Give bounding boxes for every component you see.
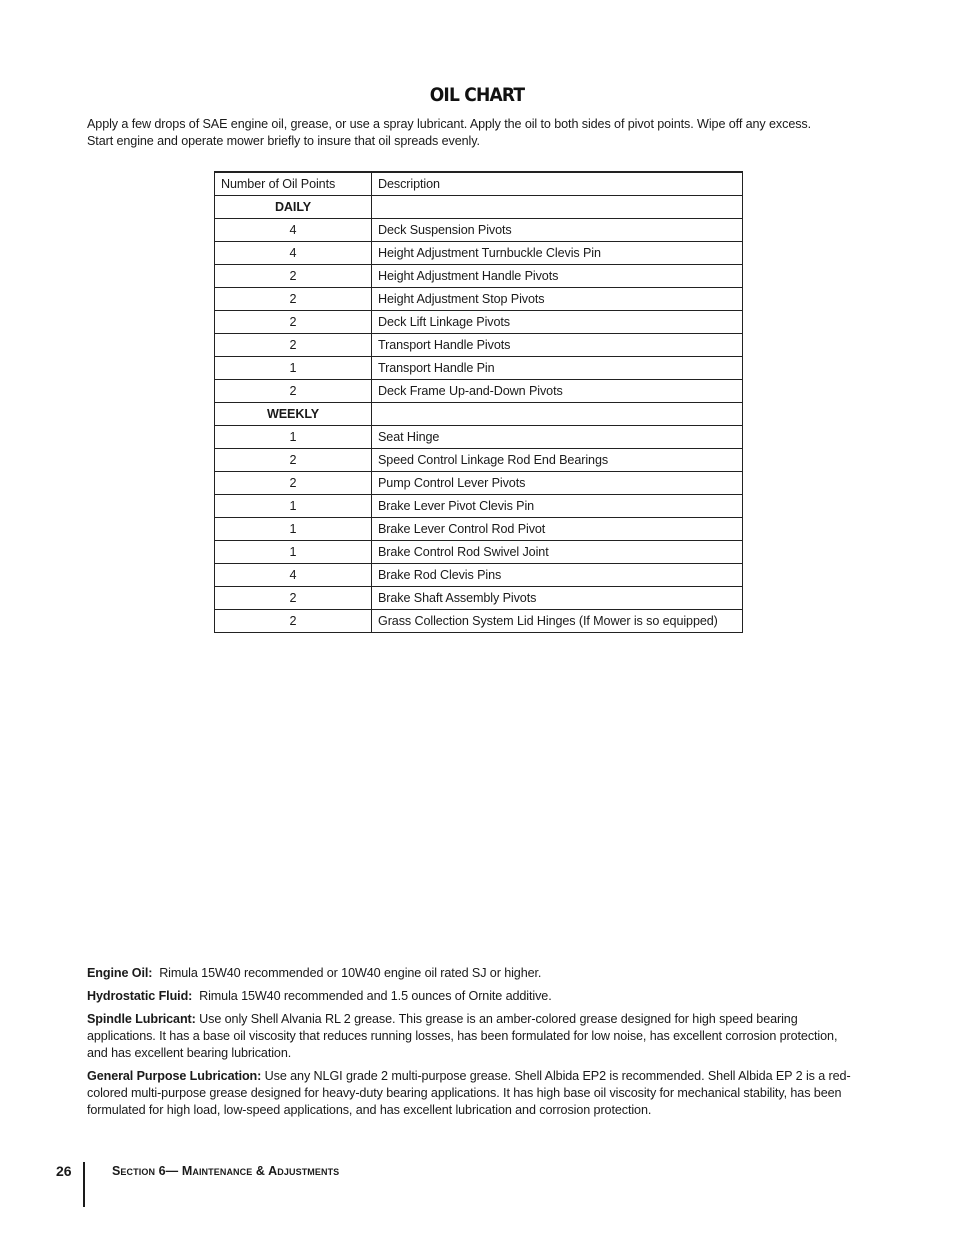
- header-description: Description: [372, 172, 743, 196]
- table-row: [215, 587, 743, 610]
- page-title: OIL CHART: [429, 84, 525, 106]
- table-row: [215, 449, 743, 472]
- table-row: [215, 311, 743, 334]
- oil-points-cell: 2: [215, 587, 372, 610]
- footer-divider: [83, 1162, 85, 1207]
- table-row: [215, 242, 743, 265]
- note-hydrostatic-label: Hydrostatic Fluid:: [87, 989, 193, 1003]
- oil-points-cell: 1: [215, 518, 372, 541]
- note-general-text: Use any NLGI grade 2 multi-purpose grease. Shell Albida EP2 is recommended. Shell Albida EP 2 is a red-colored multi-purpose grease designed for heavy-duty bearing applications. It has high base oil viscosity for mechanical stability, has been formulated for high load, low-speed applications, and has excellent lubrication and corrosion protection.: [87, 1069, 851, 1117]
- table-row: [215, 610, 743, 633]
- table-row: [215, 334, 743, 357]
- oil-chart-table: [214, 171, 743, 633]
- oil-points-cell: 2: [215, 311, 372, 334]
- table-row: [215, 426, 743, 449]
- oil-points-cell: 2: [215, 334, 372, 357]
- description-cell: Brake Rod Clevis Pins: [372, 564, 743, 587]
- table-row: [215, 357, 743, 380]
- description-cell: Deck Suspension Pivots: [372, 219, 743, 242]
- section-label: DAILY: [215, 196, 372, 219]
- table-row: [215, 265, 743, 288]
- note-engine-oil-label: Engine Oil:: [87, 966, 153, 980]
- table-row: [215, 380, 743, 403]
- note-spindle-label: Spindle Lubricant:: [87, 1012, 196, 1026]
- description-cell: Height Adjustment Turnbuckle Clevis Pin: [372, 242, 743, 265]
- table-row: [215, 495, 743, 518]
- oil-points-cell: 4: [215, 564, 372, 587]
- table-header-row: [215, 172, 743, 196]
- oil-points-cell: 2: [215, 380, 372, 403]
- description-cell: Height Adjustment Handle Pivots: [372, 265, 743, 288]
- table-section-row: [215, 403, 743, 426]
- table-row: [215, 564, 743, 587]
- description-cell: Transport Handle Pin: [372, 357, 743, 380]
- note-spindle-lubricant: [87, 1011, 857, 1062]
- oil-points-cell: 2: [215, 472, 372, 495]
- oil-points-cell: 1: [215, 426, 372, 449]
- description-cell: Deck Lift Linkage Pivots: [372, 311, 743, 334]
- description-cell: Brake Control Rod Swivel Joint: [372, 541, 743, 564]
- oil-points-cell: 1: [215, 495, 372, 518]
- intro-line-1: Apply a few drops of SAE engine oil, grease, or use a spray lubricant. Apply the oil to both sides of pivot points. Wipe off any excess.: [87, 117, 812, 131]
- oil-points-cell: 4: [215, 219, 372, 242]
- oil-points-cell: 4: [215, 242, 372, 265]
- table-row: [215, 219, 743, 242]
- table-row: [215, 472, 743, 495]
- oil-points-cell: 1: [215, 541, 372, 564]
- description-cell: Seat Hinge: [372, 426, 743, 449]
- description-cell: Brake Shaft Assembly Pivots: [372, 587, 743, 610]
- note-engine-oil-text: Rimula 15W40 recommended or 10W40 engine oil rated SJ or higher.: [159, 966, 542, 980]
- section-title: Section 6— Maintenance & Adjustments: [112, 1164, 340, 1178]
- description-cell: Height Adjustment Stop Pivots: [372, 288, 743, 311]
- oil-points-cell: 2: [215, 265, 372, 288]
- description-cell: [372, 403, 743, 426]
- table-row: [215, 518, 743, 541]
- table-row: [215, 288, 743, 311]
- oil-points-cell: 2: [215, 449, 372, 472]
- description-cell: Transport Handle Pivots: [372, 334, 743, 357]
- table-row: [215, 541, 743, 564]
- lubricant-notes: [87, 965, 857, 1125]
- intro-paragraph: [87, 116, 877, 150]
- description-cell: Grass Collection System Lid Hinges (If Mower is so equipped): [372, 610, 743, 633]
- description-cell: Brake Lever Pivot Clevis Pin: [372, 495, 743, 518]
- oil-points-cell: 1: [215, 357, 372, 380]
- note-hydrostatic-fluid: [87, 988, 857, 1005]
- note-spindle-text: Use only Shell Alvania RL 2 grease. This grease is an amber-colored grease designed for high speed bearing applications. It has a base oil viscosity that reduces running losses, has been formulated for low noise, has excellent corrosion protection, and has excellent bearing lubrication.: [87, 1012, 838, 1060]
- description-cell: Brake Lever Control Rod Pivot: [372, 518, 743, 541]
- table-section-row: [215, 196, 743, 219]
- oil-chart-body: [215, 172, 743, 633]
- note-engine-oil: [87, 965, 857, 982]
- note-hydrostatic-text: Rimula 15W40 recommended and 1.5 ounces of Ornite additive.: [199, 989, 552, 1003]
- description-cell: [372, 196, 743, 219]
- intro-line-2: Start engine and operate mower briefly to insure that oil spreads evenly.: [87, 134, 480, 148]
- description-cell: Speed Control Linkage Rod End Bearings: [372, 449, 743, 472]
- description-cell: Pump Control Lever Pivots: [372, 472, 743, 495]
- oil-points-cell: 2: [215, 610, 372, 633]
- section-label: WEEKLY: [215, 403, 372, 426]
- oil-points-cell: 2: [215, 288, 372, 311]
- header-oil-points: Number of Oil Points: [215, 172, 372, 196]
- description-cell: Deck Frame Up-and-Down Pivots: [372, 380, 743, 403]
- note-general-purpose: [87, 1068, 857, 1119]
- page-number: 26: [56, 1163, 72, 1179]
- note-general-label: General Purpose Lubrication:: [87, 1069, 262, 1083]
